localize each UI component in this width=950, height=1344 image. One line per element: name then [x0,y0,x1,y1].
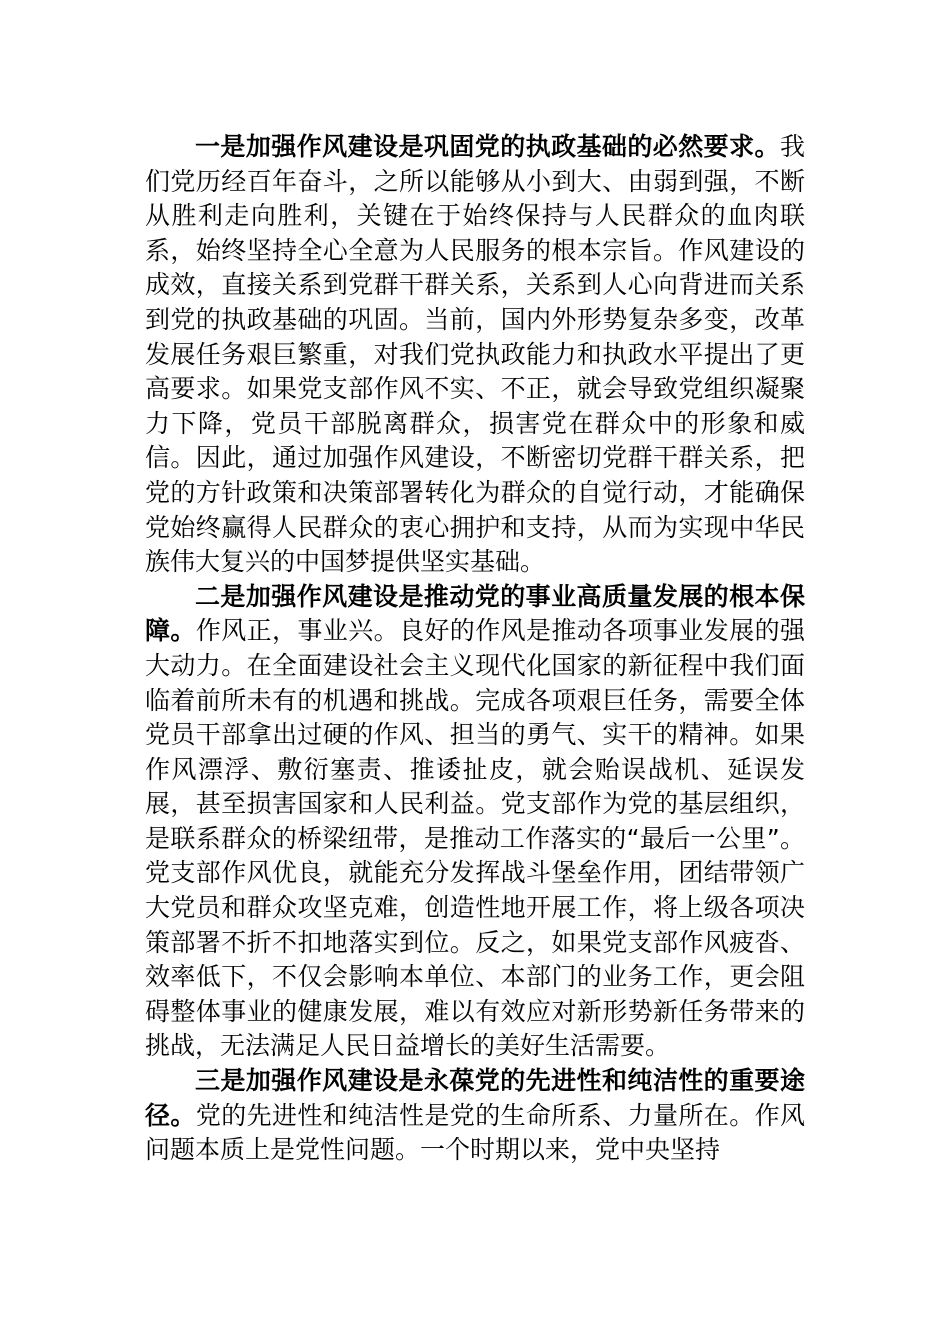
paragraph-3-body: 党的先进性和纯洁性是党的生命所系、力量所在。作风问题本质上是党性问题。一个时期以来，党中央坚持 [145,1100,805,1165]
paragraph-1 [145,130,805,580]
paragraph-2 [145,580,805,1064]
paragraph-3-lead: 三是加强作风建设是永葆党的先进性和纯洁性的重要途径。 [145,1066,805,1130]
paragraph-1-lead: 一是加强作风建设是巩固党的执政基础的必然要求。 [195,132,780,161]
paragraph-2-lead: 二是加强作风建设是推动党的事业高质量发展的根本保障。 [145,581,805,646]
paragraph-1-body: 我们党历经百年奋斗，之所以能够从小到大、由弱到强，不断从胜利走向胜利，关键在于始终保持与人民群众的血肉联系，始终坚持全心全意为人民服务的根本宗旨。作风建设的成效，直接关系到党群干群关系，关系到人心向背进而关系到党的执政基础的巩固。当前，国内外形势复杂多变，改革发展任务艰巨繁重，对我们党执政能力和执政水平提出了更高要求。如果党支部作风不实、不正，就会导致党组织凝聚力下降，党员干部脱离群众，损害党在群众中的形象和威信。因此，通过加强作风建设，不断密切党群干群关系，把党的方针政策和决策部署转化为群众的自觉行动，才能确保党始终赢得人民群众的衷心拥护和支持，从而为实现中华民族伟大复兴的中国梦提供坚实基础。 [145,132,805,577]
paragraph-2-body: 作风正，事业兴。良好的作风是推动各项事业发展的强大动力。在全面建设社会主义现代化国家的新征程中我们面临着前所未有的机遇和挑战。完成各项艰巨任务，需要全体党员干部拿出过硬的作风、担当的勇气、实干的精神。如果作风漂浮、敷衍塞责、推诿扯皮，就会贻误战机、延误发展，甚至损害国家和人民利益。党支部作为党的基层组织，是联系群众的桥梁纽带，是推动工作落实的“最后一公里”。党支部作风优良，就能充分发挥战斗堡垒作用，团结带领广大党员和群众攻坚克难，创造性地开展工作，将上级各项决策部署不折不扣地落实到位。反之，如果党支部作风疲沓、效率低下，不仅会影响本单位、本部门的业务工作，更会阻碍整体事业的健康发展，难以有效应对新形势新任务带来的挑战，无法满足人民日益增长的美好生活需要。 [145,616,805,1061]
paragraph-3 [145,1064,805,1168]
document-page [145,130,805,1168]
